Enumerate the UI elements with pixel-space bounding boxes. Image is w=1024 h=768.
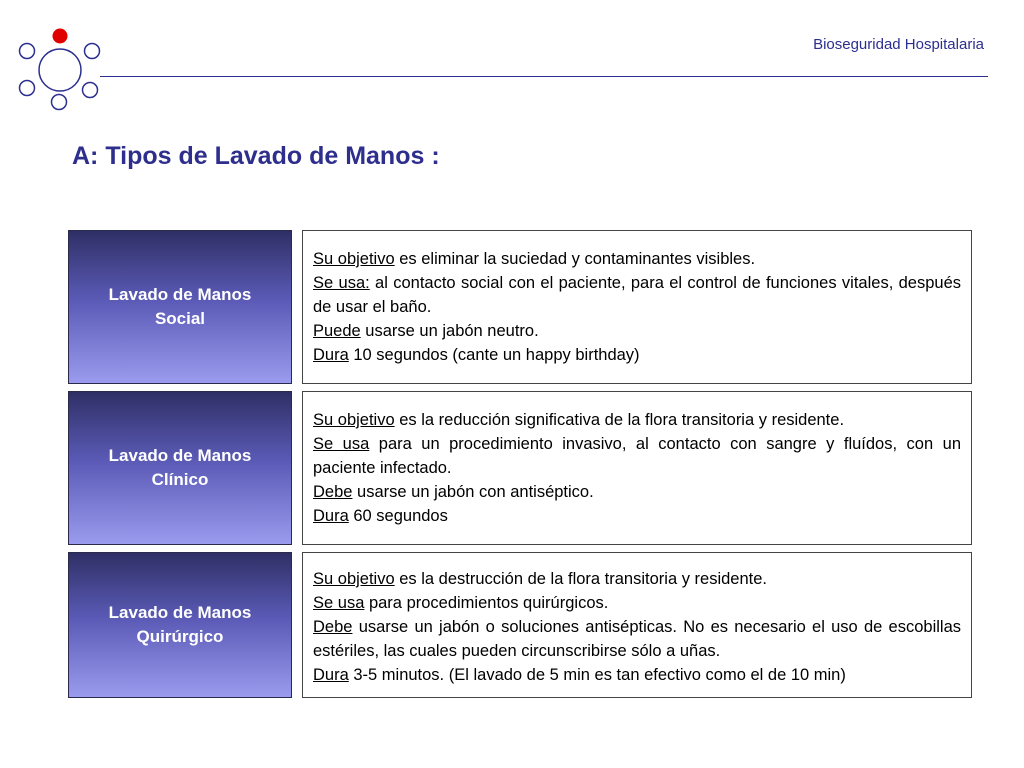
desc-keyword: Dura [313, 346, 349, 364]
desc-text: usarse un jabón con antiséptico. [352, 483, 594, 501]
desc-keyword: Debe [313, 483, 353, 501]
desc-line [313, 567, 961, 591]
row-label: Lavado de Manos Social [108, 285, 252, 328]
desc-text: 10 segundos (cante un happy birthday) [348, 346, 640, 364]
desc-line [313, 271, 961, 319]
desc-keyword: Debe [313, 618, 353, 636]
desc-text: para un procedimiento invasivo, al contacto con sangre y fluídos, con un paciente infectado. [313, 435, 961, 477]
logo-small-circle [85, 44, 100, 59]
row-label-box [68, 230, 292, 384]
logo-small-circle [83, 83, 98, 98]
logo-icon [14, 24, 106, 112]
logo-small-circle [20, 44, 35, 59]
desc-keyword: Puede [313, 322, 361, 340]
desc-text: 3-5 minutos. (El lavado de 5 min es tan efectivo como el de 10 min) [348, 666, 846, 684]
row-label: Lavado de Manos Clínico [108, 446, 252, 489]
desc-line [313, 663, 961, 687]
desc-keyword: Dura [313, 507, 349, 525]
desc-line [313, 615, 961, 663]
row-description [302, 230, 972, 384]
row-description [302, 552, 972, 698]
header-divider [100, 76, 988, 77]
desc-text: es la destrucción de la flora transitoria y residente. [394, 570, 767, 588]
row-label: Lavado de Manos Quirúrgico [108, 603, 252, 646]
desc-line [313, 343, 961, 367]
desc-line [313, 504, 961, 528]
desc-keyword: Su objetivo [313, 250, 395, 268]
desc-line [313, 247, 961, 271]
desc-keyword: Su objetivo [313, 570, 395, 588]
logo-small-circle [20, 81, 35, 96]
desc-text: es eliminar la suciedad y contaminantes visibles. [394, 250, 756, 268]
desc-text: al contacto social con el paciente, para el control de funciones vitales, después de usar el baño. [313, 274, 961, 316]
row-quirurgico [68, 552, 972, 698]
row-label-box [68, 391, 292, 545]
logo-small-circle [52, 95, 67, 110]
desc-keyword: Se usa [313, 435, 370, 453]
desc-keyword: Se usa: [313, 274, 370, 292]
logo-red-dot [53, 29, 68, 44]
row-description [302, 391, 972, 545]
desc-line [313, 408, 961, 432]
desc-text: usarse un jabón neutro. [360, 322, 539, 340]
desc-keyword: Dura [313, 666, 349, 684]
desc-text: 60 segundos [348, 507, 448, 525]
desc-line [313, 480, 961, 504]
desc-text: usarse un jabón o soluciones antisépticas. No es necesario el uso de escobillas estériles, las cuales pueden circunscribirse sólo a uñas. [313, 618, 961, 660]
desc-line [313, 432, 961, 480]
desc-line [313, 591, 961, 615]
desc-line [313, 319, 961, 343]
desc-keyword: Se usa [313, 594, 365, 612]
row-clinico [68, 391, 972, 545]
row-label-box [68, 552, 292, 698]
desc-keyword: Su objetivo [313, 411, 395, 429]
row-social [68, 230, 972, 384]
desc-text: para procedimientos quirúrgicos. [364, 594, 609, 612]
desc-text: es la reducción significativa de la flora transitoria y residente. [394, 411, 845, 429]
slide-title: A: Tipos de Lavado de Manos : [72, 142, 440, 170]
brand-text: Bioseguridad Hospitalaria [813, 36, 984, 53]
logo-center-circle [39, 49, 81, 91]
